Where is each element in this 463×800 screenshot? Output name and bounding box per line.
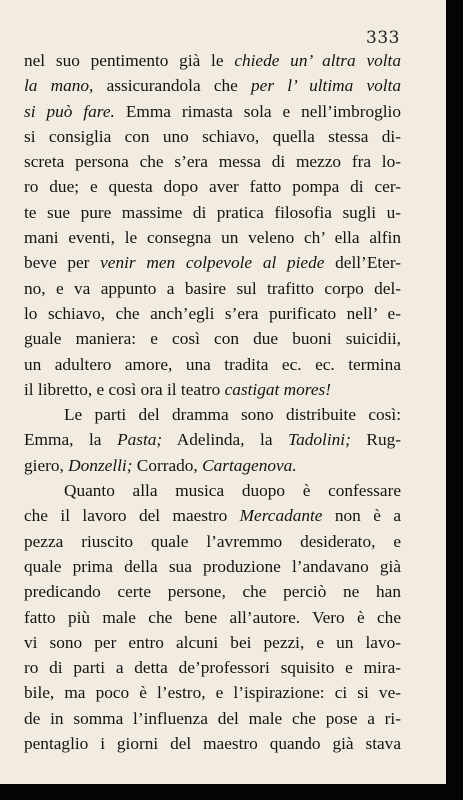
- text-segment: Emma, la: [24, 430, 118, 450]
- text-line: [24, 655, 401, 680]
- text-segment: dell’Eter-: [324, 253, 402, 273]
- italic-text: Donzelli;: [68, 455, 133, 475]
- italic-text: si può fare.: [24, 101, 115, 121]
- text-line: [24, 731, 401, 756]
- text-segment: quale prima della sua produzione l’andavano già: [24, 556, 401, 576]
- italic-text: chiede un’ altra volta: [234, 51, 401, 70]
- italic-text: la mano,: [24, 76, 94, 96]
- italic-text: Mercadante: [239, 506, 323, 526]
- text-segment: Corrado,: [132, 455, 203, 475]
- text-line: [24, 149, 401, 174]
- text-line: [24, 352, 401, 377]
- text-line: [24, 200, 401, 225]
- text-segment: Rug-: [350, 430, 401, 450]
- italic-text: castigat mores!: [224, 379, 331, 399]
- text-segment: guale maniera: e così con due buoni suicidii,: [24, 329, 401, 349]
- text-segment: pentaglio i giorni del maestro quando già stava: [24, 734, 401, 754]
- text-line: [24, 377, 401, 402]
- text-segment: lo schiavo, che anch’egli s’era purificato nell’ e-: [24, 303, 401, 323]
- text-segment: vi sono per entro alcuni bei pezzi, e un lavo-: [24, 632, 401, 652]
- text-segment: no, e va appunto a basire sul trafitto corpo del-: [24, 278, 401, 298]
- text-segment: che il lavoro del maestro: [24, 506, 240, 526]
- text-segment: il libretto, e così ora il teatro: [24, 379, 225, 399]
- text-segment: non è a: [322, 506, 401, 526]
- text-line: [24, 326, 401, 351]
- scan-border-right: [446, 0, 463, 800]
- text-line: [24, 48, 401, 73]
- text-line: [24, 124, 401, 149]
- text-line: [24, 453, 401, 478]
- text-segment: un adultero amore, una tradita ec. ec. termina: [24, 354, 401, 374]
- text-segment: Emma rimasta sola e nell’imbroglio: [114, 101, 401, 121]
- text-line: [24, 225, 401, 250]
- text-segment: ro di parti a detta de’professori squisito e mira-: [24, 658, 401, 678]
- text-segment: assicurandola che: [93, 76, 252, 96]
- page-number: 333: [366, 28, 400, 48]
- text-segment: Le parti del dramma sono distribuite così:: [64, 405, 401, 425]
- text-line: [24, 174, 401, 199]
- text-segment: te sue pure massime di pratica filosofia sugli u-: [24, 202, 401, 222]
- italic-text: Cartagenova.: [202, 455, 297, 475]
- text-line: [24, 402, 401, 427]
- text-line: [24, 579, 401, 604]
- text-line: [24, 503, 401, 528]
- text-segment: bile, ma poco è l’estro, e l’ispirazione: ci si ve-: [24, 683, 401, 703]
- text-segment: predicando certe persone, che perciò ne han: [24, 582, 401, 602]
- text-line: [24, 478, 401, 503]
- text-line: [24, 427, 401, 452]
- text-line: [24, 250, 401, 275]
- scan-border-bottom: [0, 784, 463, 800]
- text-line: [24, 706, 401, 731]
- text-segment: beve per: [24, 253, 101, 273]
- text-line: [24, 99, 401, 124]
- italic-text: per l’ ultima volta: [251, 76, 402, 96]
- text-line: [24, 301, 401, 326]
- text-segment: Adelinda, la: [162, 430, 289, 450]
- page-body-text: [24, 48, 401, 756]
- italic-text: Tadolini;: [288, 430, 351, 450]
- text-line: [24, 529, 401, 554]
- text-line: [24, 73, 401, 98]
- text-segment: screta persona che s’era messa di mezzo fra lo-: [24, 152, 401, 172]
- text-segment: pezza riuscito quale l’avremmo desiderato, e: [24, 531, 401, 551]
- text-segment: fatto più male che bene all’autore. Vero è che: [24, 607, 401, 627]
- text-segment: giero,: [24, 455, 69, 475]
- text-line: [24, 276, 401, 301]
- text-segment: de in somma l’influenza del male che pose a ri-: [24, 708, 401, 728]
- text-line: [24, 680, 401, 705]
- text-line: [24, 554, 401, 579]
- text-segment: nel suo pentimento già le: [24, 51, 235, 70]
- italic-text: venir men colpevole al piede: [100, 253, 325, 273]
- italic-text: Pasta;: [117, 430, 163, 450]
- text-segment: si consiglia con uno schiavo, quella stessa di-: [24, 126, 401, 146]
- text-line: [24, 605, 401, 630]
- text-segment: ro due; e questa dopo aver fatto pompa di cer-: [24, 177, 401, 197]
- text-segment: mani eventi, le consegna un veleno ch’ ella alfin: [24, 228, 401, 248]
- text-line: [24, 630, 401, 655]
- text-segment: Quanto alla musica duopo è confessare: [64, 481, 401, 501]
